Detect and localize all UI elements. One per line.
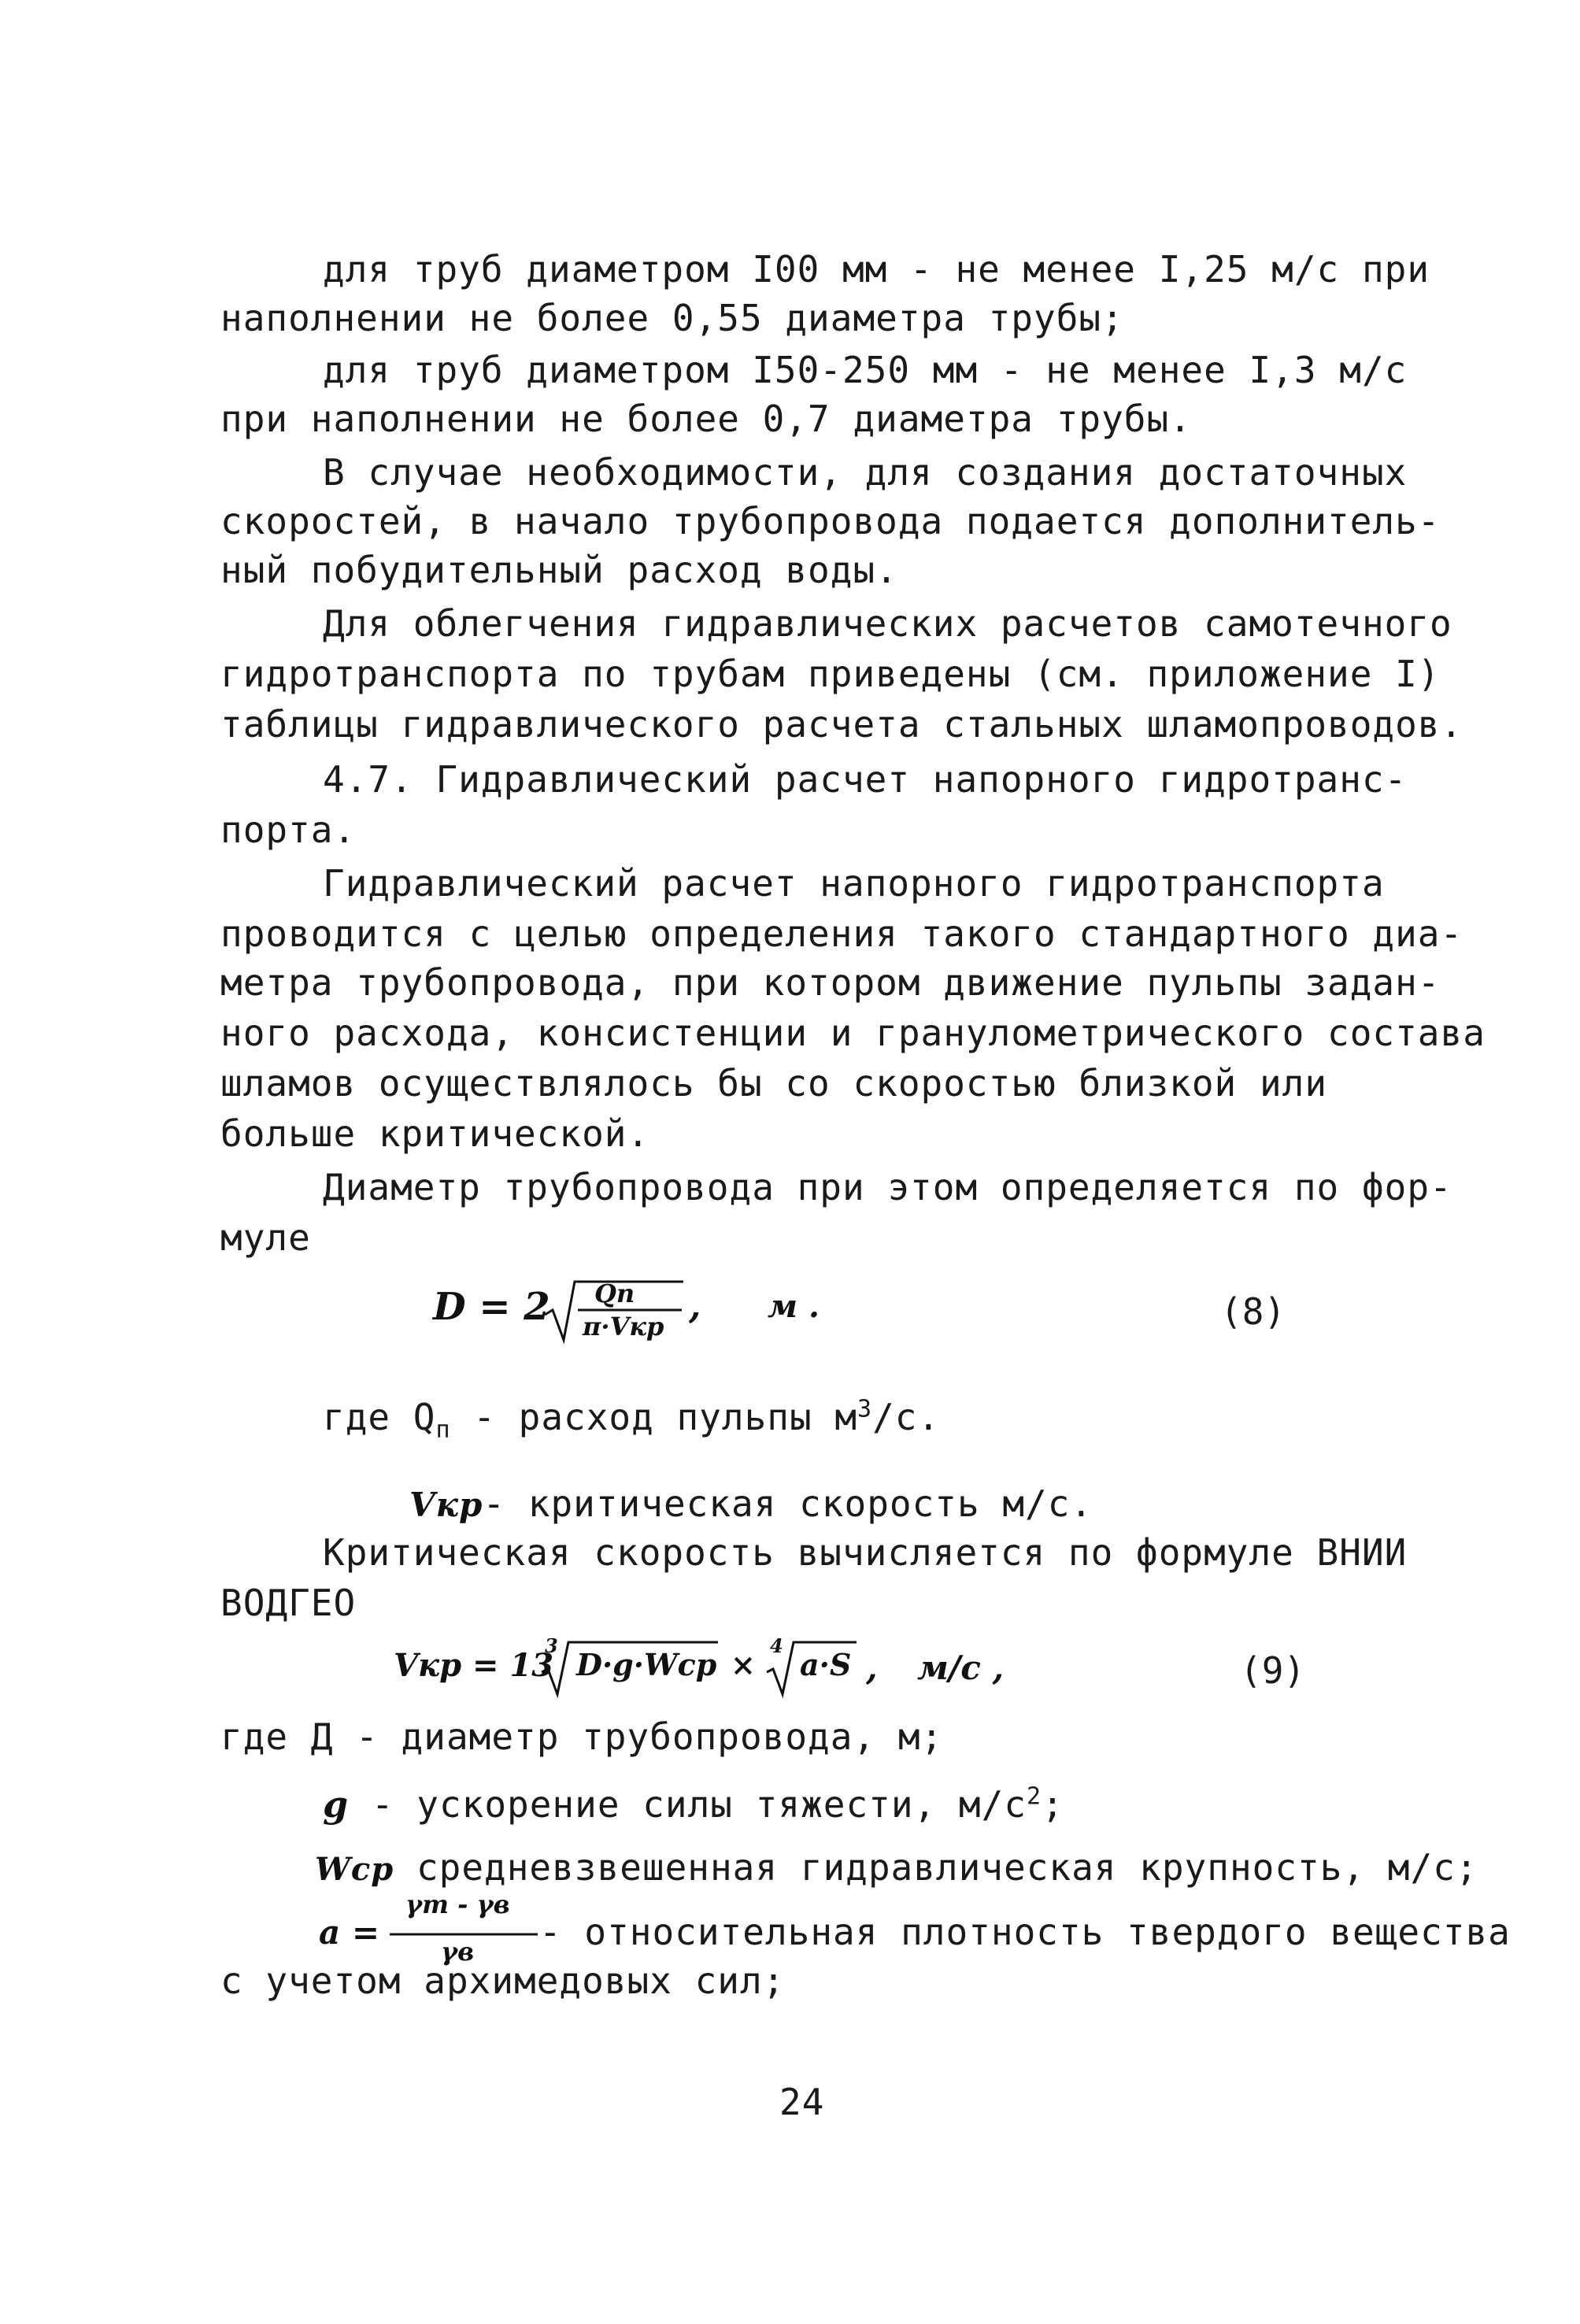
text-line: Гидравлический расчет напорного гидротранспорта [323, 862, 1385, 905]
text-line: Для облегчения гидравлических расчетов самотечного [323, 602, 1452, 645]
text-line: В случае необходимости, для создания достаточных [323, 451, 1408, 494]
text-line: ный побудительный расход воды. [220, 549, 898, 591]
formula-9-number: (9) [1240, 1649, 1306, 1692]
formula-9-root3-body: D·g·Wср [576, 1647, 717, 1682]
formula-8-denominator: π·Vкр [583, 1312, 664, 1341]
text-line: муле [220, 1216, 311, 1259]
formula-9-unit: м/с , [917, 1649, 1005, 1687]
text-line: для труб диаметром I50-250 мм - не менее I,3 м/с [323, 349, 1408, 391]
text-line: проводится с целью определения такого стандартного диа- [220, 912, 1463, 955]
formula-8-lhs: D = 2 [433, 1285, 550, 1329]
page-number: 24 [779, 2081, 825, 2123]
text-line: скоростей, в начало трубопровода подается дополнитель- [220, 500, 1441, 542]
text-line: шламов осуществлялось бы со скоростью близкой или [220, 1062, 1328, 1105]
formula-9-lhs: Vкр = 13 [394, 1647, 554, 1684]
g-symbol: g [323, 1783, 350, 1826]
wcp-symbol: Wср [315, 1851, 394, 1888]
formula-8-numerator: Qп [594, 1279, 635, 1308]
text-line: таблицы гидравлического расчета стальных шламопроводов. [220, 703, 1463, 746]
section-heading: порта. [220, 809, 357, 851]
text-line: больше критической. [220, 1112, 650, 1155]
formula-8-unit: м . [768, 1288, 820, 1325]
formula-8-separator: , [689, 1286, 701, 1327]
a-symbol: a = [319, 1913, 380, 1952]
formula-9 [394, 1630, 1338, 1708]
definition-wcp: Wср средневзвешенная гидравлическая крупность, м/с; [315, 1846, 1478, 1889]
text-line: Критическая скорость вычисляется по формуле ВНИИ [323, 1531, 1408, 1574]
a-numerator: γт - γв [405, 1889, 510, 1919]
definition-vkr: Vкр- критическая скорость м/с. [409, 1482, 1093, 1525]
text-line: для труб диаметром I00 мм - не менее I,25 м/с при [323, 248, 1430, 290]
formula-9-root4-index: 4 [770, 1634, 783, 1657]
vkr-symbol: Vкр [409, 1486, 483, 1524]
section-heading: 4.7. Гидравлический расчет напорного гидротранс- [323, 758, 1408, 801]
text-line: Диаметр трубопровода при этом определяется по фор- [323, 1166, 1452, 1208]
text-line: ного расхода, консистенции и гранулометрического состава [220, 1012, 1486, 1054]
text-line: метра трубопровода, при котором движение пульпы задан- [220, 961, 1441, 1004]
formula-8 [433, 1267, 1299, 1354]
definition-d: где Д - диаметр трубопровода, м; [220, 1715, 944, 1758]
formula-9-times: × [731, 1647, 756, 1682]
definition-g: g - ускорение силы тяжести, $м/с^2$; [323, 1782, 1064, 1826]
formula-8-number: (8) [1220, 1290, 1286, 1333]
formula-9-separator: , [866, 1649, 878, 1687]
a-text: - относительная плотность твердого вещества [539, 1911, 1511, 1953]
a-denominator: γв [441, 1937, 475, 1967]
text-line: гидротранспорта по трубам приведены (см. приложение I) [220, 653, 1441, 695]
text-line: при наполнении не более 0,7 диаметра трубы. [220, 398, 1192, 440]
text-line: наполнении не более 0,55 диаметра трубы; [220, 297, 1124, 339]
formula-9-root4-body: a·S [800, 1647, 852, 1682]
definition-q: где $Q_п$ - расход пульпы $м^3/с$. [323, 1395, 941, 1445]
formula-9-root3-index: 3 [545, 1634, 558, 1657]
text-line: с учетом архимедовых сил; [220, 1959, 786, 2002]
text-line: ВОДГЕО [220, 1582, 357, 1624]
